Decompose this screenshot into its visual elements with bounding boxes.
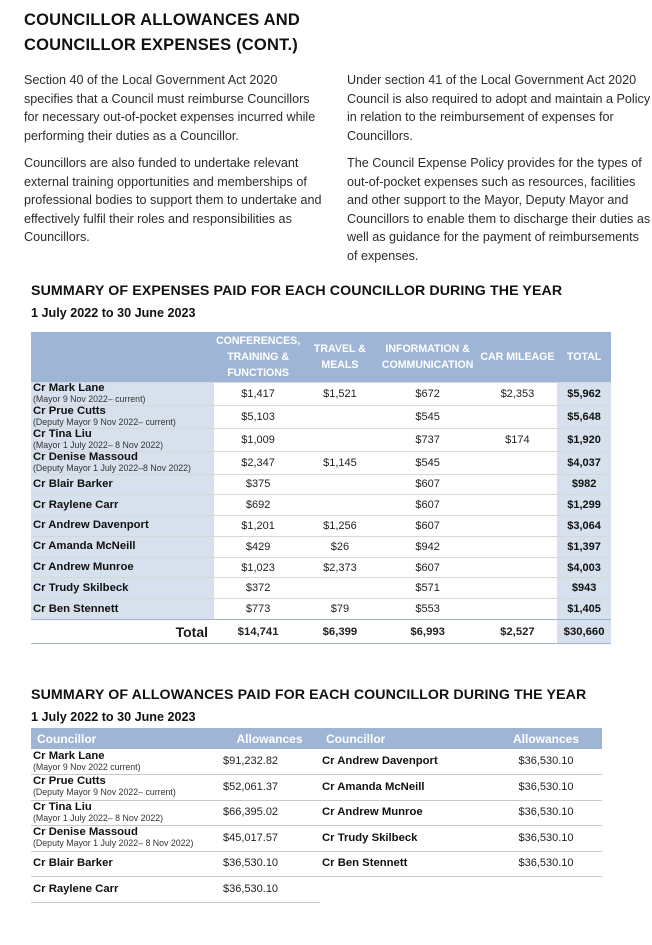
expense-value-travel (302, 405, 378, 428)
allowances-row (31, 877, 602, 903)
expenses-header-name (31, 332, 214, 382)
expense-value-conf: $1,201 (214, 516, 302, 537)
allowances-header-allowances: Allowances (219, 728, 320, 749)
councillor-cell (31, 578, 214, 599)
expense-value-info: $607 (378, 474, 478, 495)
expense-value-info: $737 (378, 428, 478, 451)
councillor-role: (Deputy Mayor 1 July 2022–8 Nov 2022) (33, 462, 191, 473)
expense-value-conf: $372 (214, 578, 302, 599)
allowances-header-councillor-2: Councillor (320, 728, 490, 749)
expense-value-travel: $2,373 (302, 557, 378, 578)
expense-value-conf: $1,009 (214, 428, 302, 451)
expense-value-car (478, 557, 558, 578)
intro-paragraph: Under section 41 of the Local Government Act 2020 Council is also required to adopt and maintain a Policy in relation to the reimbursement of expenses for Councillors. (347, 73, 651, 143)
expense-value-info: $607 (378, 516, 478, 537)
expense-value-car: $2,353 (478, 382, 558, 405)
expenses-header-car-mileage: CAR MILEAGE (478, 332, 558, 382)
allowances-row (31, 749, 602, 775)
councillor-cell (31, 405, 214, 428)
page-title-line-2: COUNCILLOR EXPENSES (CONT.) (24, 36, 299, 54)
expense-value-car (478, 536, 558, 557)
expense-value-travel: $26 (302, 536, 378, 557)
councillor-cell (31, 451, 214, 474)
councillor-cell (320, 851, 490, 877)
expense-value-info: $545 (378, 405, 478, 428)
councillor-cell (31, 749, 219, 775)
expense-value-car: $174 (478, 428, 558, 451)
empty-cell (320, 877, 490, 903)
councillor-name: Cr Andrew Davenport (33, 519, 149, 532)
intro-paragraph: The Council Expense Policy provides for the types of out-of-pocket expenses such as resources, facilities and other support to the Mayor, Deputy Mayor and Councillors to enable them to discharge their duties as well as guidance for the payment of reimbursements of expenses. (347, 156, 651, 263)
allowances-header-row (31, 728, 602, 749)
expenses-row (31, 405, 611, 428)
councillor-name: Cr Ben Stennett (322, 857, 408, 870)
expense-value-car (478, 451, 558, 474)
councillor-name: Cr Tina Liu (33, 427, 92, 440)
expense-value-conf: $2,347 (214, 451, 302, 474)
expense-row-total: $4,037 (557, 451, 611, 474)
page-title-line-1: COUNCILLOR ALLOWANCES AND (24, 11, 301, 29)
intro-paragraph: Section 40 of the Local Government Act 2020 specifies that a Council must reimburse Councillors for necessary out-of-pocket expenses incurred while performing their duties as a Councillor. (24, 73, 316, 143)
councillor-name: Cr Denise Massoud (33, 826, 138, 839)
expenses-header-total: TOTAL (557, 332, 611, 382)
allowance-amount: $36,530.10 (490, 800, 602, 826)
councillor-cell (31, 557, 214, 578)
expenses-row (31, 516, 611, 537)
expenses-row (31, 578, 611, 599)
expense-row-total: $1,397 (557, 536, 611, 557)
total-label: Total (31, 620, 214, 644)
councillor-name: Cr Amanda McNeill (33, 540, 136, 553)
expense-value-info: $672 (378, 382, 478, 405)
expenses-period: 1 July 2022 to 30 June 2023 (31, 306, 196, 320)
allowance-amount: $66,395.02 (219, 800, 320, 826)
councillor-name: Cr Andrew Davenport (322, 755, 438, 767)
expenses-row (31, 536, 611, 557)
councillor-cell (31, 474, 214, 495)
councillor-cell (31, 536, 214, 557)
councillor-cell (31, 800, 219, 826)
councillor-cell (31, 382, 214, 405)
councillor-role: (Deputy Mayor 1 July 2022– 8 Nov 2022) (33, 838, 194, 849)
expenses-row (31, 495, 611, 516)
intro-left-column (24, 71, 322, 256)
expense-value-travel: $1,256 (302, 516, 378, 537)
allowances-row (31, 826, 602, 852)
expense-value-travel (302, 474, 378, 495)
councillor-cell (31, 851, 219, 877)
expense-value-conf: $375 (214, 474, 302, 495)
expense-value-conf: $1,417 (214, 382, 302, 405)
expense-value-info: $607 (378, 495, 478, 516)
intro-paragraph: Councillors are also funded to undertake relevant external training opportunities and memberships of professional bodies to support them to undertake and effectively fulfil their roles and responsibilities as Councillors. (24, 156, 322, 244)
councillor-cell (31, 599, 214, 620)
councillor-cell (320, 800, 490, 826)
councillor-name: Cr Trudy Skilbeck (322, 831, 418, 844)
expense-row-total: $4,003 (557, 557, 611, 578)
councillor-cell (31, 495, 214, 516)
expense-value-conf: $5,103 (214, 405, 302, 428)
allowances-table (31, 728, 602, 903)
councillor-name: Cr Prue Cutts (33, 404, 106, 417)
expense-value-travel (302, 578, 378, 599)
total-value-travel: $6,399 (302, 620, 378, 644)
allowances-header-allowances-2: Allowances (490, 728, 602, 749)
councillor-cell (320, 775, 490, 801)
expense-value-car (478, 578, 558, 599)
councillor-cell (31, 516, 214, 537)
allowance-amount: $91,232.82 (219, 749, 320, 775)
expense-value-conf: $692 (214, 495, 302, 516)
allowance-amount: $36,530.10 (490, 749, 602, 775)
expense-value-travel: $79 (302, 599, 378, 620)
councillor-name: Cr Denise Massoud (33, 450, 138, 463)
expenses-row (31, 451, 611, 474)
councillor-role: (Mayor 9 Nov 2022– current) (33, 393, 146, 404)
allowance-amount: $36,530.10 (219, 877, 320, 903)
expenses-header-travel: TRAVEL & MEALS (302, 332, 378, 382)
councillor-name: Cr Tina Liu (33, 800, 92, 813)
empty-cell (490, 877, 602, 903)
expense-value-travel (302, 495, 378, 516)
expenses-table (31, 332, 611, 644)
expenses-row (31, 382, 611, 405)
expenses-row (31, 557, 611, 578)
councillor-role: (Deputy Mayor 9 Nov 2022– current) (33, 787, 176, 798)
expense-value-travel: $1,145 (302, 451, 378, 474)
allowances-row (31, 800, 602, 826)
councillor-name: Cr Raylene Carr (33, 498, 119, 511)
expense-row-total: $982 (557, 474, 611, 495)
councillor-name: Cr Raylene Carr (33, 882, 119, 895)
expenses-row (31, 428, 611, 451)
expense-value-info: $545 (378, 451, 478, 474)
allowances-period: 1 July 2022 to 30 June 2023 (31, 710, 196, 724)
expense-value-car (478, 599, 558, 620)
expense-row-total: $1,299 (557, 495, 611, 516)
expense-value-car (478, 495, 558, 516)
allowance-amount: $36,530.10 (490, 775, 602, 801)
expense-value-info: $607 (378, 557, 478, 578)
councillor-name: Cr Blair Barker (33, 857, 113, 870)
councillor-role: (Mayor 1 July 2022– 8 Nov 2022) (33, 812, 164, 823)
expenses-row (31, 599, 611, 620)
councillor-name: Cr Trudy Skilbeck (33, 581, 129, 594)
expense-value-info: $571 (378, 578, 478, 599)
allowances-header-councillor: Councillor (31, 728, 219, 749)
expense-value-conf: $773 (214, 599, 302, 620)
page-title (24, 8, 300, 58)
expense-value-travel: $1,521 (302, 382, 378, 405)
expense-value-info: $942 (378, 536, 478, 557)
allowance-amount: $36,530.10 (490, 851, 602, 877)
intro-right-column (347, 71, 652, 274)
expense-value-car (478, 516, 558, 537)
expense-row-total: $1,405 (557, 599, 611, 620)
councillor-cell (31, 826, 219, 852)
expenses-total-row (31, 620, 611, 644)
expenses-header-conferences: CONFERENCES, TRAINING & FUNCTIONS (214, 332, 302, 382)
councillor-name: Cr Amanda McNeill (322, 780, 425, 793)
expenses-header-information: INFORMATION & COMMUNICATION (378, 332, 478, 382)
councillor-name: Cr Andrew Munroe (33, 561, 134, 574)
expense-row-total: $5,648 (557, 405, 611, 428)
allowance-amount: $36,530.10 (219, 851, 320, 877)
expense-value-conf: $429 (214, 536, 302, 557)
expense-value-travel (302, 428, 378, 451)
allowance-amount: $45,017.57 (219, 826, 320, 852)
allowance-amount: $36,530.10 (490, 826, 602, 852)
expenses-heading: SUMMARY OF EXPENSES PAID FOR EACH COUNCILLOR DURING THE YEAR (31, 283, 563, 299)
expense-value-conf: $1,023 (214, 557, 302, 578)
councillor-cell (31, 775, 219, 801)
expense-value-info: $553 (378, 599, 478, 620)
allowance-amount: $52,061.37 (219, 775, 320, 801)
councillor-cell (320, 749, 490, 775)
expenses-header-row (31, 332, 611, 382)
councillor-name: Cr Mark Lane (33, 749, 105, 762)
councillor-name: Cr Ben Stennett (33, 602, 119, 615)
councillor-role: (Mayor 9 Nov 2022 current) (33, 761, 141, 772)
councillor-role: (Deputy Mayor 9 Nov 2022– current) (33, 416, 176, 427)
councillor-name: Cr Andrew Munroe (322, 806, 423, 819)
expenses-row (31, 474, 611, 495)
councillor-name: Cr Mark Lane (33, 381, 105, 394)
total-value-conf: $14,741 (214, 620, 302, 644)
grand-total: $30,660 (557, 620, 611, 644)
expense-row-total: $1,920 (557, 428, 611, 451)
total-value-info: $6,993 (378, 620, 478, 644)
expense-row-total: $3,064 (557, 516, 611, 537)
expense-row-total: $943 (557, 578, 611, 599)
total-value-car: $2,527 (478, 620, 558, 644)
councillor-role: (Mayor 1 July 2022– 8 Nov 2022) (33, 439, 164, 450)
councillor-cell (320, 826, 490, 852)
councillor-cell (31, 877, 219, 903)
allowances-row (31, 851, 602, 877)
councillor-name: Cr Prue Cutts (33, 775, 106, 788)
expense-value-car (478, 405, 558, 428)
councillor-cell (31, 428, 214, 451)
allowances-row (31, 775, 602, 801)
councillor-name: Cr Blair Barker (33, 477, 113, 490)
expense-row-total: $5,962 (557, 382, 611, 405)
allowances-heading: SUMMARY OF ALLOWANCES PAID FOR EACH COUNCILLOR DURING THE YEAR (31, 687, 587, 703)
expense-value-car (478, 474, 558, 495)
